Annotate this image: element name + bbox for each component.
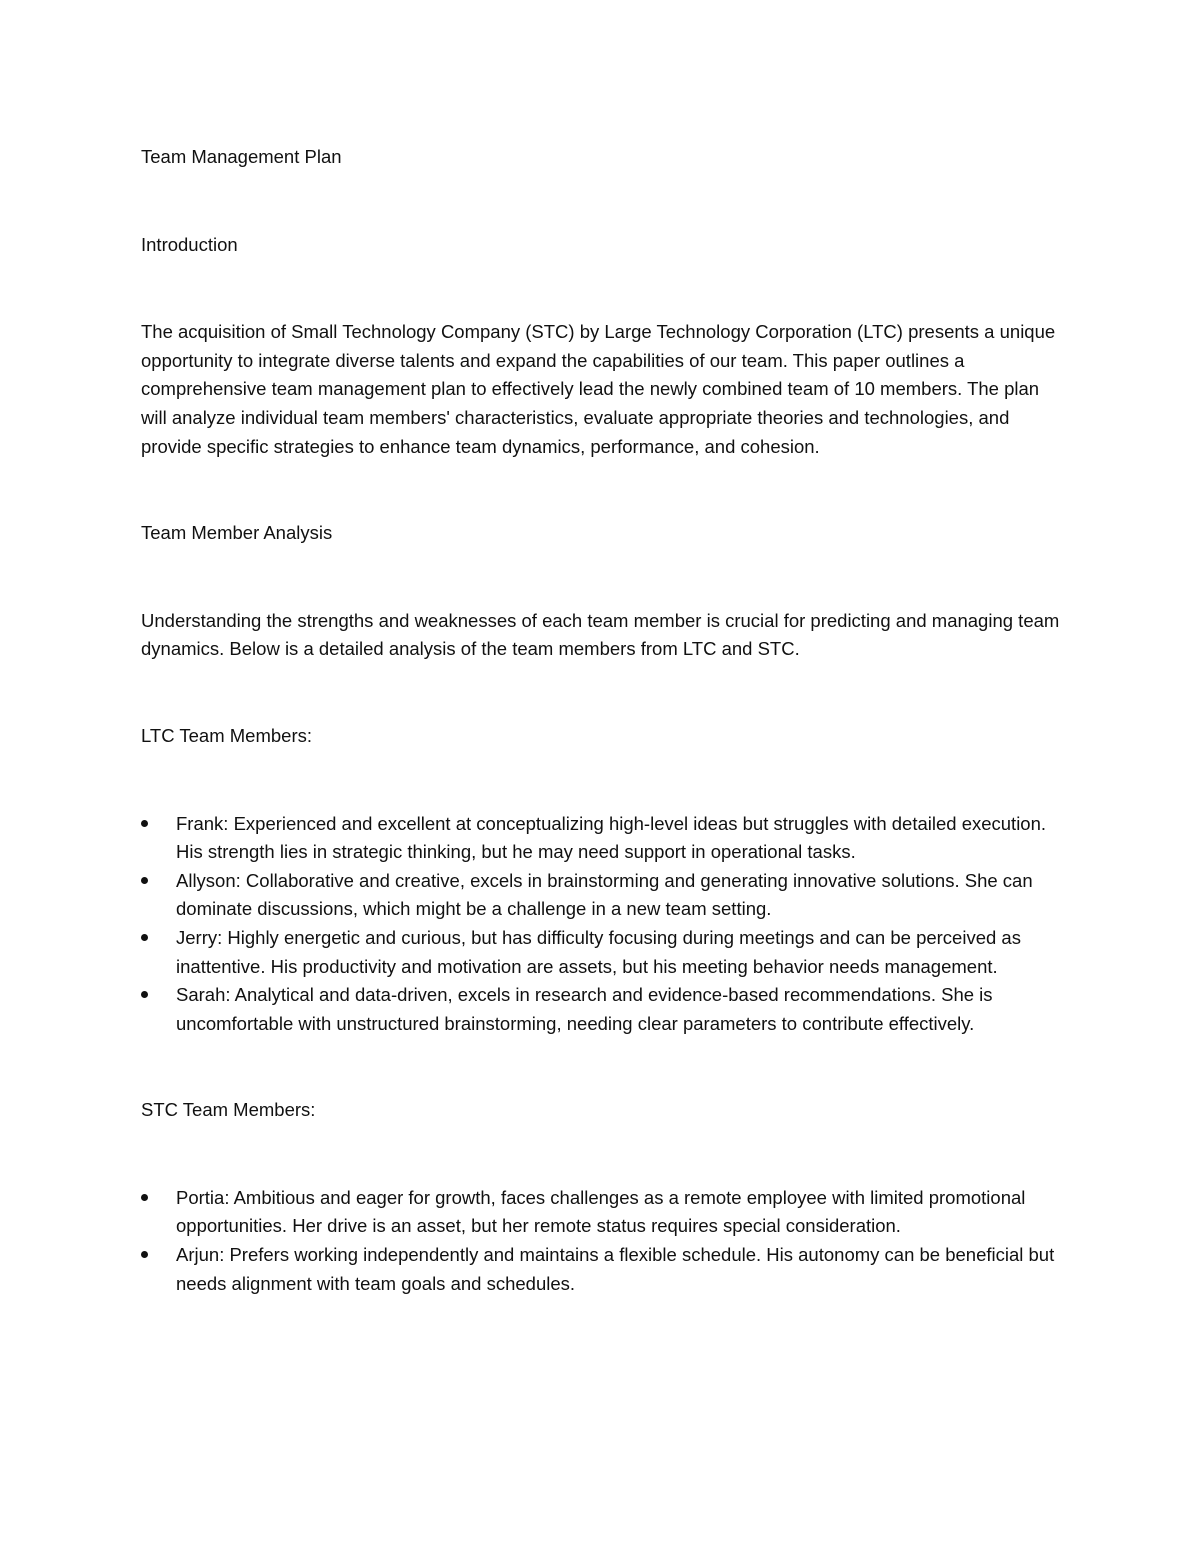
bullet-icon (141, 1194, 148, 1201)
document-body (141, 143, 1061, 1298)
ltc-members-list (141, 810, 1061, 1039)
list-item-allyson (141, 867, 1061, 924)
list-item-portia (141, 1184, 1061, 1241)
member-description: Frank: Experienced and excellent at conceptualizing high-level ideas but struggles with detailed execution. His strength lies in strategic thinking, but he may need support in operational tasks. (176, 812, 1047, 863)
member-description: Sarah: Analytical and data-driven, excels in research and evidence-based recommendations. She is uncomfortable with unstructured brainstorming, needing clear parameters to contribute effectively. (176, 984, 993, 1034)
team-member-analysis-heading: Team Member Analysis (141, 522, 333, 544)
bullet-icon (141, 991, 148, 998)
ltc-members-heading: LTC Team Members: (141, 724, 312, 746)
bullet-icon (141, 820, 148, 827)
stc-members-heading: STC Team Members: (141, 1099, 316, 1121)
introduction-heading: Introduction (141, 233, 238, 255)
introduction-paragraph: The acquisition of Small Technology Company (STC) by Large Technology Corporation (LTC) presents a unique opportunity to integrate diverse talents and expand the capabilities of our team. This paper outlines a comprehensive team management plan to effectively lead the newly combined team of 10 members. The plan will analyze individual team members' characteristics, evaluate appropriate theories and technologies, and provide specific strategies to enhance team dynamics, performance, and cohesion. (141, 321, 1056, 457)
member-description: Portia: Ambitious and eager for growth, faces challenges as a remote employee with limited promotional opportunities. Her drive is an asset, but her remote status requires special consideration. (176, 1186, 1026, 1237)
list-item-arjun (141, 1241, 1061, 1298)
team-member-analysis-paragraph: Understanding the strengths and weaknesses of each team member is crucial for predicting and managing team dynamics. Below is a detailed analysis of the team members from LTC and STC. (141, 609, 1060, 660)
bullet-icon (141, 934, 148, 941)
bullet-icon (141, 877, 148, 884)
member-description: Jerry: Highly energetic and curious, but has difficulty focusing during meetings and can be perceived as inattentive. His productivity and motivation are assets, but his meeting behavior needs management. (176, 926, 1021, 977)
document-title: Team Management Plan (141, 146, 342, 167)
list-item-sarah (141, 981, 1061, 1038)
member-description: Arjun: Prefers working independently and maintains a flexible schedule. His autonomy can be beneficial but needs alignment with team goals and schedules. (176, 1244, 1055, 1294)
bullet-icon (141, 1251, 148, 1258)
list-item-jerry (141, 924, 1061, 981)
list-item-frank (141, 810, 1061, 867)
member-description: Allyson: Collaborative and creative, excels in brainstorming and generating innovative solutions. She can dominate discussions, which might be a challenge in a new team setting. (176, 869, 1033, 920)
stc-members-list (141, 1184, 1061, 1298)
